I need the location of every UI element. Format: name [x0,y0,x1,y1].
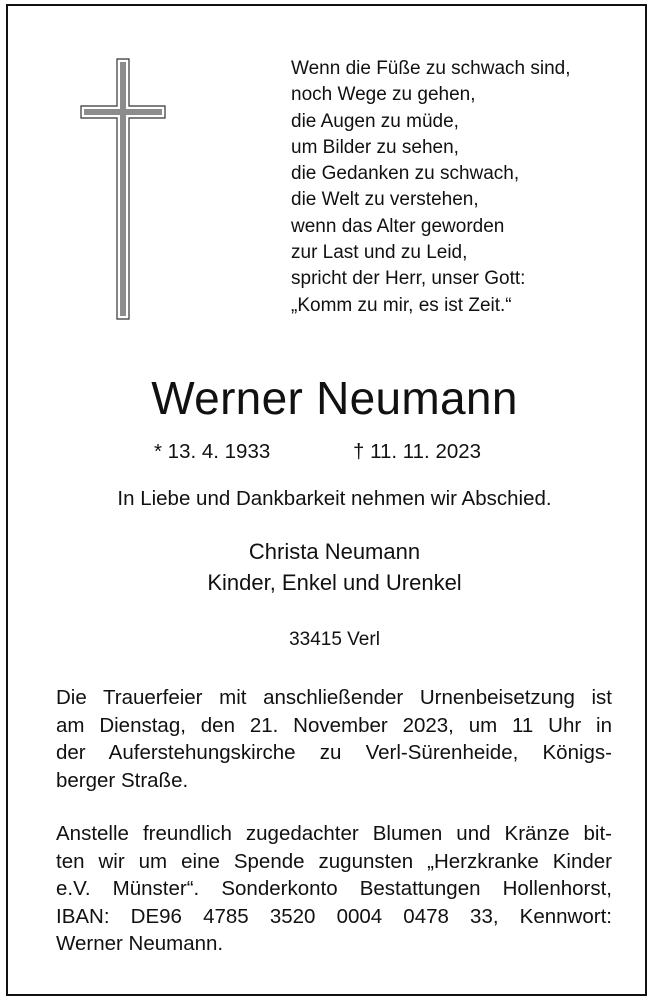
latin-cross-icon [80,58,166,320]
notice-line: Anstelle freundlich zugedachter Blumen und Kränze bit- [56,822,612,845]
poem-line: spricht der Herr, unser Gott: [291,268,526,290]
poem [291,56,631,319]
donation-notice [56,820,612,958]
farewell-text: In Liebe und Dankbarkeit nehmen wir Abschied. [117,487,552,510]
poem-line: die Augen zu müde, [291,110,459,132]
notice-line: Werner Neumann. [56,932,224,956]
notice-line: ten wir um eine Spende zugunsten „Herzkranke Kinder [56,849,612,873]
poem-line: wenn das Alter geworden [291,215,505,237]
notice-line: IBAN: DE96 4785 3520 0004 0478 33, Kennwort: [56,904,612,928]
obituary-frame [6,4,647,996]
life-dates [8,437,653,467]
funeral-notice [56,684,612,794]
deceased-name: Werner Neumann [151,372,518,424]
death-date: † 11. 11. 2023 [353,440,482,463]
place: 33415 Verl [289,629,380,650]
poem-line: um Bilder zu sehen, [291,136,459,158]
mourner-name: Christa Neumann [248,539,421,564]
mourner-family: Kinder, Enkel und Urenkel [207,570,462,595]
poem-line: die Welt zu verstehen, [291,189,479,211]
poem-line: noch Wege zu gehen, [291,84,476,106]
birth-date: * 13. 4. 1933 [154,440,271,463]
notice-line: am Dienstag, den 21. November 2023, um 11 Uhr in [56,713,612,737]
notice-line: Die Trauerfeier mit anschließender Urnenbeisetzung ist [56,686,612,709]
notice-line: der Auferstehungskirche zu Verl-Sürenheide, Königs- [56,741,612,765]
poem-line: zur Last und zu Leid, [291,242,468,264]
poem-line: Wenn die Füße zu schwach sind, [291,58,571,79]
poem-line: die Gedanken zu schwach, [291,163,520,185]
notice-line: e.V. Münster“. Sonderkonto Bestattungen Hollenhorst, [56,877,612,901]
poem-line: „Komm zu mir, es ist Zeit.“ [291,294,512,316]
notice-line: berger Straße. [56,768,189,792]
